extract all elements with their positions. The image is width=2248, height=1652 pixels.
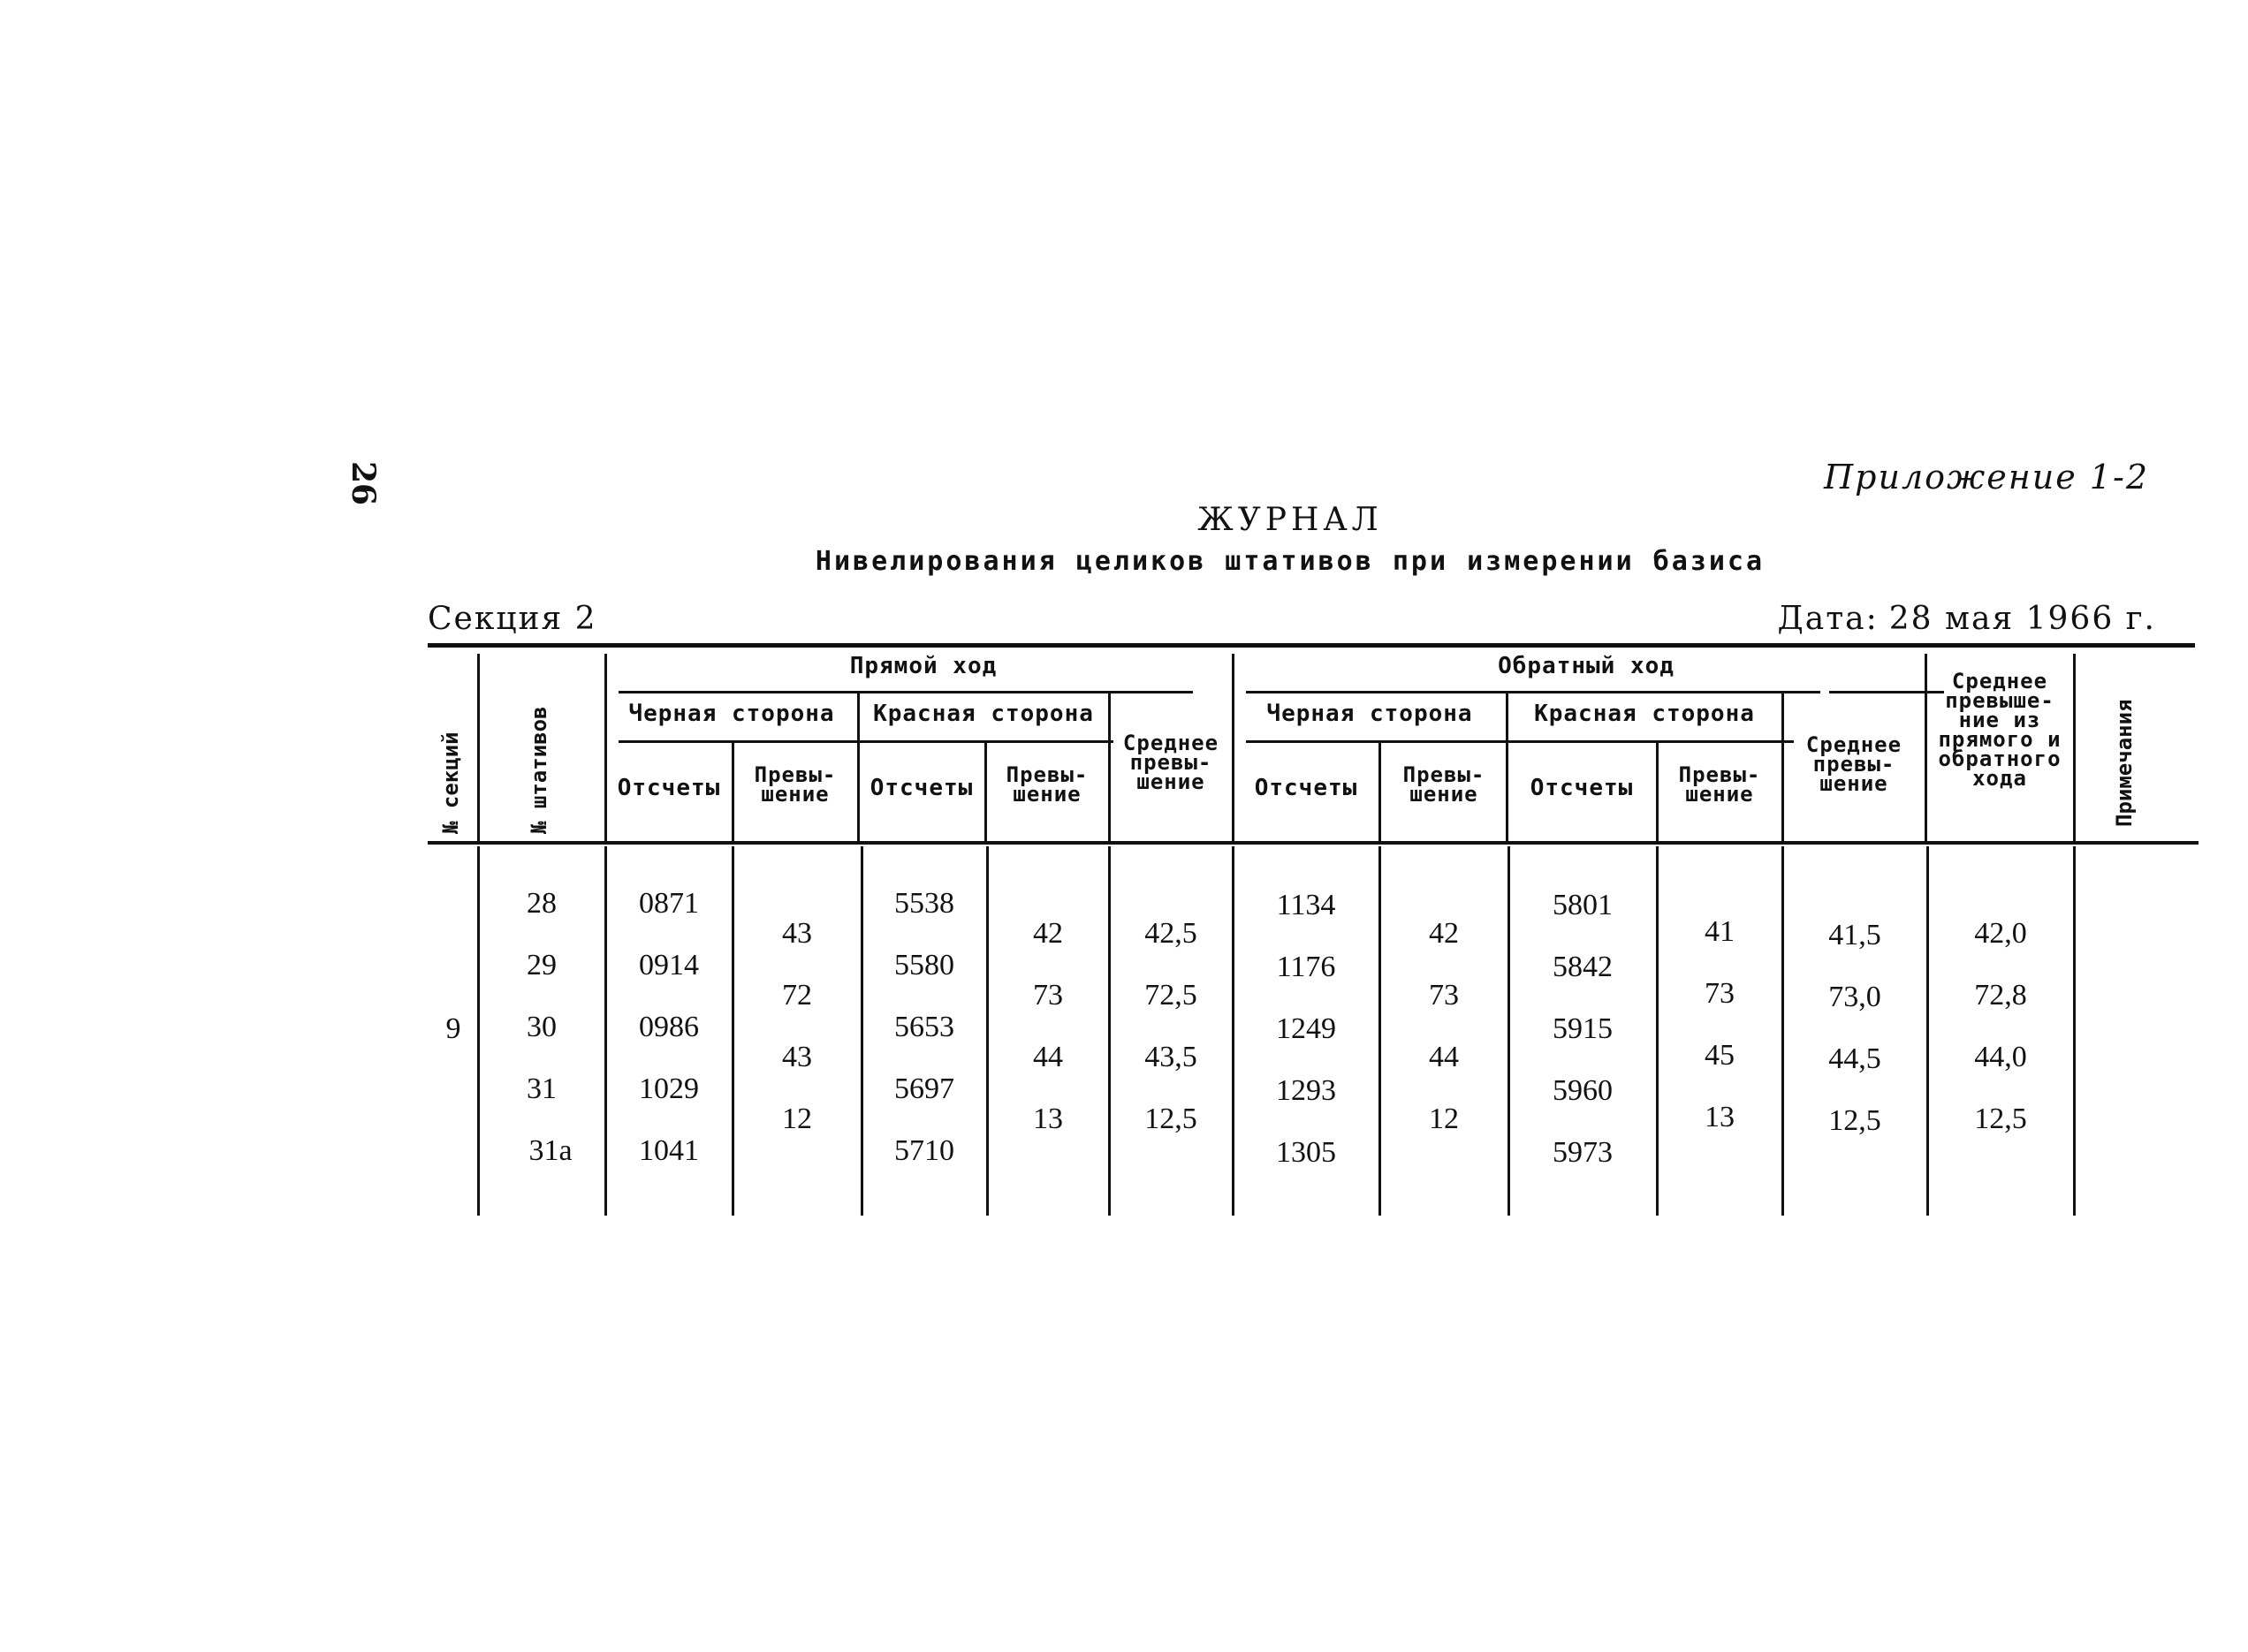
bwd-red-excess: 13 bbox=[1705, 1101, 1735, 1133]
vline-h-1 bbox=[477, 654, 480, 841]
excess-l2: шение bbox=[1685, 782, 1754, 807]
header-bwd-red-excess bbox=[1658, 762, 1781, 807]
header-bwd-black-readings: Отсчеты bbox=[1254, 775, 1358, 801]
vline-b-6 bbox=[1108, 846, 1111, 1216]
bwd-black-reading: 1176 bbox=[1276, 951, 1336, 983]
fwd-red-reading: 5710 bbox=[894, 1134, 954, 1167]
table-top-rule bbox=[428, 643, 2195, 648]
bwd-red-excess: 41 bbox=[1705, 915, 1735, 948]
header-bwd-red-readings: Отсчеты bbox=[1530, 775, 1634, 801]
bwd-red-reading: 5960 bbox=[1553, 1074, 1613, 1107]
fwd-black-reading: 0986 bbox=[639, 1011, 699, 1043]
page-subtitle: Нивелирования целиков штативов при измерении базиса bbox=[815, 546, 1766, 577]
bwd-red-reading: 5842 bbox=[1553, 951, 1613, 983]
bwd-black-excess: 73 bbox=[1429, 979, 1459, 1012]
header-fwd-red-readings: Отсчеты bbox=[870, 775, 974, 801]
bwd-black-reading: 1305 bbox=[1276, 1136, 1336, 1169]
bwd-black-excess: 42 bbox=[1429, 917, 1459, 950]
fwd-avg: 72,5 bbox=[1144, 979, 1197, 1012]
bwd-avg: 41,5 bbox=[1828, 919, 1881, 951]
excess-l1: Превы- bbox=[754, 762, 837, 787]
fwd-black-excess: 43 bbox=[782, 917, 812, 950]
bwd-black-reading: 1134 bbox=[1276, 889, 1336, 921]
avg-l3: шение bbox=[1136, 769, 1205, 794]
header-fwd-avg bbox=[1110, 733, 1232, 792]
fwd-black-excess: 72 bbox=[782, 979, 812, 1012]
total-avg: 12,5 bbox=[1974, 1103, 2027, 1135]
fwd-red-excess: 42 bbox=[1033, 917, 1063, 950]
page-title: ЖУРНАЛ bbox=[1197, 502, 1383, 538]
header-notes: Примечания bbox=[2112, 699, 2137, 827]
fwd-black-reading: 1041 bbox=[639, 1134, 699, 1167]
header-bottom-rule bbox=[428, 841, 2199, 845]
tripod-cell: 30 bbox=[527, 1011, 557, 1043]
tripod-cell: 31 bbox=[527, 1072, 557, 1105]
section-label: Секция 2 bbox=[428, 601, 597, 637]
header-bwd-black-excess bbox=[1380, 762, 1508, 807]
fwd-red-excess: 44 bbox=[1033, 1041, 1063, 1073]
excess-l2: шение bbox=[1013, 782, 1082, 807]
bwd-red-reading: 5973 bbox=[1553, 1136, 1613, 1169]
avg-l1: Среднее bbox=[1122, 731, 1219, 755]
fwd-avg: 42,5 bbox=[1144, 917, 1197, 950]
header-fwd-black: Черная сторона bbox=[628, 701, 835, 727]
fwd-black-reading: 0914 bbox=[639, 949, 699, 981]
total-l3: ние из bbox=[1958, 708, 2041, 732]
fwd-avg: 43,5 bbox=[1144, 1041, 1197, 1073]
avg-l2: превы- bbox=[1129, 750, 1212, 775]
excess-l1: Превы- bbox=[1006, 762, 1089, 787]
header-tripod-no: № штативов bbox=[527, 706, 551, 834]
vline-b-11 bbox=[1781, 846, 1784, 1216]
total-avg: 44,0 bbox=[1974, 1041, 2027, 1073]
tripod-cell: 28 bbox=[527, 887, 557, 920]
bwd-red-reading: 5801 bbox=[1553, 889, 1613, 921]
fwd-red-excess: 73 bbox=[1033, 979, 1063, 1012]
bwd-black-reading: 1249 bbox=[1276, 1012, 1336, 1045]
excess-l2: шение bbox=[1409, 782, 1478, 807]
header-rule-1 bbox=[619, 691, 1193, 693]
header-fwd-black-excess bbox=[733, 762, 857, 807]
bwd-avg: 44,5 bbox=[1828, 1042, 1881, 1075]
header-backward: Обратный ход bbox=[1498, 653, 1675, 679]
header-forward: Прямой ход bbox=[849, 653, 998, 679]
header-bwd-avg bbox=[1783, 732, 1925, 796]
header-bwd-black: Черная сторона bbox=[1266, 701, 1473, 727]
fwd-black-excess: 12 bbox=[782, 1103, 812, 1135]
bwd-avg: 73,0 bbox=[1828, 981, 1881, 1013]
appendix-label: Приложение 1-2 bbox=[1824, 458, 2149, 496]
excess-l1: Превы- bbox=[1678, 762, 1761, 787]
bwd-red-excess: 73 bbox=[1705, 977, 1735, 1010]
total-l5: обратного bbox=[1938, 746, 2062, 771]
vline-b-3 bbox=[732, 846, 734, 1216]
tripod-cell: 29 bbox=[527, 949, 557, 981]
vline-b-12 bbox=[1926, 846, 1929, 1216]
bwd-red-excess: 45 bbox=[1705, 1039, 1735, 1072]
header-rule-2 bbox=[619, 740, 1113, 743]
total-l4: прямого и bbox=[1938, 727, 2062, 752]
vline-b-10 bbox=[1656, 846, 1659, 1216]
avg-l1: Среднее bbox=[1805, 732, 1902, 757]
total-avg: 42,0 bbox=[1974, 917, 2027, 950]
vline-b-5 bbox=[986, 846, 989, 1216]
header-rule-1b bbox=[1246, 691, 1820, 693]
page-number: 26 bbox=[345, 461, 382, 506]
excess-l2: шение bbox=[761, 782, 830, 807]
date-label: Дата: bbox=[1777, 601, 1879, 637]
header-section-no: № секций bbox=[438, 731, 463, 834]
tripod-cell: 31а bbox=[528, 1134, 573, 1167]
fwd-red-reading: 5653 bbox=[894, 1011, 954, 1043]
fwd-red-reading: 5538 bbox=[894, 887, 954, 920]
fwd-avg: 12,5 bbox=[1144, 1103, 1197, 1135]
header-bwd-red: Красная сторона bbox=[1534, 701, 1755, 727]
bwd-black-reading: 1293 bbox=[1276, 1074, 1336, 1107]
fwd-black-reading: 1029 bbox=[639, 1072, 699, 1105]
fwd-black-reading: 0871 bbox=[639, 887, 699, 920]
bwd-red-reading: 5915 bbox=[1553, 1012, 1613, 1045]
total-l2: превыше- bbox=[1945, 688, 2054, 713]
bwd-black-excess: 12 bbox=[1429, 1103, 1459, 1135]
excess-l1: Превы- bbox=[1402, 762, 1485, 787]
avg-l3: шение bbox=[1819, 771, 1888, 796]
date-line bbox=[1778, 601, 2157, 637]
fwd-red-reading: 5697 bbox=[894, 1072, 954, 1105]
vline-b-8 bbox=[1378, 846, 1381, 1216]
date-value: 28 мая 1966 г. bbox=[1888, 601, 2156, 637]
vline-b-13 bbox=[2073, 846, 2076, 1216]
total-avg: 72,8 bbox=[1974, 979, 2027, 1012]
section-number: 9 bbox=[445, 1012, 461, 1045]
avg-l2: превы- bbox=[1812, 752, 1895, 777]
bwd-black-excess: 44 bbox=[1429, 1041, 1459, 1073]
fwd-red-excess: 13 bbox=[1033, 1103, 1063, 1135]
total-l1: Среднее bbox=[1951, 669, 2048, 693]
vline-h-13 bbox=[2073, 654, 2076, 841]
bwd-avg: 12,5 bbox=[1828, 1104, 1881, 1137]
vline-h-2 bbox=[604, 654, 607, 841]
header-rule-2b bbox=[1246, 740, 1794, 743]
header-total-avg bbox=[1926, 669, 2073, 791]
header-fwd-black-readings: Отсчеты bbox=[617, 775, 721, 801]
vline-h-7 bbox=[1232, 654, 1234, 841]
header-fwd-red-excess bbox=[986, 762, 1108, 807]
fwd-red-reading: 5580 bbox=[894, 949, 954, 981]
fwd-black-excess: 43 bbox=[782, 1041, 812, 1073]
total-l6: хода bbox=[1972, 766, 2027, 791]
header-fwd-red: Красная сторона bbox=[873, 701, 1094, 727]
